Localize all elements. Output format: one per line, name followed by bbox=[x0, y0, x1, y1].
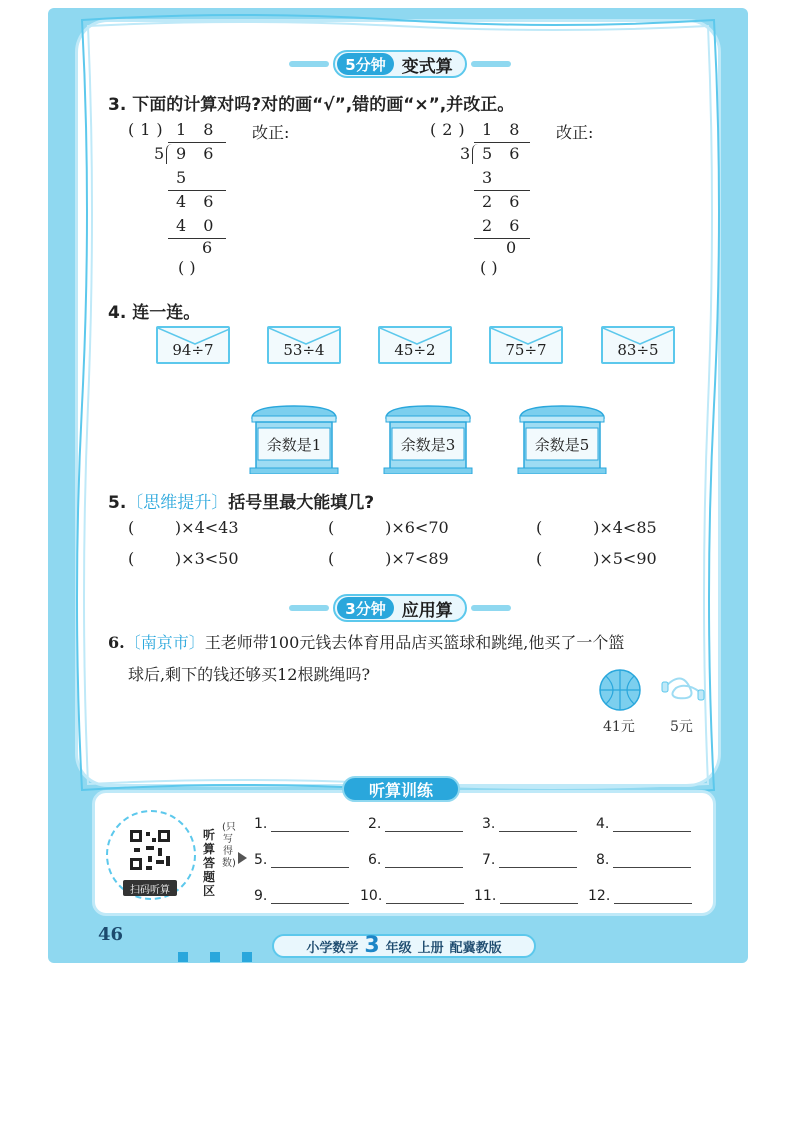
footer-deco-block bbox=[178, 952, 188, 962]
header-line-right bbox=[471, 61, 511, 67]
header-line-left bbox=[289, 61, 329, 67]
quotient: 1 8 bbox=[176, 120, 220, 139]
answer-line bbox=[613, 818, 691, 832]
step-3: 2 6 bbox=[482, 216, 526, 235]
quotient: 1 8 bbox=[482, 120, 526, 139]
answer-line bbox=[499, 818, 577, 832]
answer-slot-2[interactable] bbox=[368, 816, 463, 832]
answer-number: 2. bbox=[368, 816, 382, 832]
fill-blank-2[interactable]: ( )×6<70 bbox=[328, 518, 449, 537]
q5-tag: 〔思维提升〕 bbox=[126, 493, 229, 513]
answer-number: 8. bbox=[596, 852, 610, 868]
answer-number: 1. bbox=[254, 816, 268, 832]
q6-tag: 〔南京市〕 bbox=[124, 633, 205, 652]
book-grade-suffix: 年级 bbox=[385, 940, 412, 956]
answer-slot-1[interactable] bbox=[254, 816, 349, 832]
q6-line-1 bbox=[108, 628, 708, 658]
section-header-1 bbox=[0, 50, 800, 78]
answer-line bbox=[613, 854, 691, 868]
remainder: 0 bbox=[506, 238, 523, 257]
answer-line bbox=[385, 854, 463, 868]
division-bracket bbox=[166, 144, 174, 164]
arrow-right-icon bbox=[238, 852, 247, 864]
fill-blank-5[interactable]: ( )×7<89 bbox=[328, 549, 449, 568]
fill-blank-6[interactable]: ( )×5<90 bbox=[536, 549, 657, 568]
book-term: 上册 bbox=[417, 940, 444, 956]
answer-slot-12[interactable] bbox=[588, 888, 692, 904]
section-title: 变式算 bbox=[401, 56, 453, 77]
step-2: 4 6 bbox=[176, 192, 220, 211]
q6-number: 6. bbox=[108, 633, 125, 652]
division-bar bbox=[474, 142, 530, 143]
qr-code-icon[interactable] bbox=[128, 828, 172, 872]
answer-slot-4[interactable] bbox=[596, 816, 691, 832]
envelope-expression: 83÷5 bbox=[617, 341, 659, 359]
envelope-4[interactable] bbox=[489, 326, 563, 364]
mailbox-2[interactable] bbox=[378, 404, 478, 474]
answer-slot-3[interactable] bbox=[482, 816, 577, 832]
page-number: 46 bbox=[98, 924, 124, 945]
answer-slot-6[interactable] bbox=[368, 852, 463, 868]
book-info-bar bbox=[272, 934, 536, 958]
answer-line bbox=[500, 890, 578, 904]
section-title: 应用算 bbox=[401, 600, 453, 621]
answer-line bbox=[271, 854, 349, 868]
dividend: 9 6 bbox=[176, 144, 220, 163]
book-edition: 配冀教版 bbox=[449, 940, 502, 956]
problem-label: (2) bbox=[430, 120, 471, 139]
correction-label-2: 改正: bbox=[556, 123, 594, 142]
answer-number: 6. bbox=[368, 852, 382, 868]
answer-area-note: (只写得数) bbox=[222, 822, 236, 869]
answer-number: 7. bbox=[482, 852, 496, 868]
envelope-expression: 45÷2 bbox=[394, 341, 436, 359]
answer-slot-9[interactable] bbox=[254, 888, 349, 904]
q5-number: 5. bbox=[108, 493, 127, 513]
section-header-2 bbox=[0, 594, 800, 622]
mailbox-1[interactable] bbox=[244, 404, 344, 474]
section-minutes: 5分钟 bbox=[337, 53, 393, 75]
footer-deco-block bbox=[210, 952, 220, 962]
fill-blank-3[interactable]: ( )×4<85 bbox=[536, 518, 657, 537]
mailbox-label: 余数是1 bbox=[266, 436, 322, 454]
step-2: 2 6 bbox=[482, 192, 526, 211]
q6-text-2: 球后,剩下的钱还够买12根跳绳吗? bbox=[128, 665, 371, 684]
section-pill bbox=[333, 594, 466, 622]
problem-label: (1) bbox=[128, 120, 169, 139]
answer-number: 5. bbox=[254, 852, 268, 868]
envelope-2[interactable] bbox=[267, 326, 341, 364]
answer-line bbox=[271, 818, 349, 832]
q5-title bbox=[108, 488, 374, 513]
footer-deco-block bbox=[242, 952, 252, 962]
answer-paren-2[interactable]: ( ) bbox=[480, 258, 498, 277]
fill-blank-4[interactable]: ( )×3<50 bbox=[128, 549, 239, 568]
dividend: 5 6 bbox=[482, 144, 526, 163]
answer-line bbox=[271, 890, 349, 904]
answer-slot-8[interactable] bbox=[596, 852, 691, 868]
answer-slot-7[interactable] bbox=[482, 852, 577, 868]
q5-text: 括号里最大能填几? bbox=[228, 493, 375, 513]
jump-rope-price: 5元 bbox=[670, 719, 693, 735]
envelope-1[interactable] bbox=[156, 326, 230, 364]
mailbox-3[interactable] bbox=[512, 404, 612, 474]
answer-paren-1[interactable]: ( ) bbox=[178, 258, 196, 277]
q4-title: 4. 连一连。 bbox=[108, 303, 201, 323]
fill-blank-1[interactable]: ( )×4<43 bbox=[128, 518, 239, 537]
answer-slot-5[interactable] bbox=[254, 852, 349, 868]
mailbox-label: 余数是3 bbox=[400, 436, 456, 454]
answer-line bbox=[614, 890, 692, 904]
answer-line bbox=[385, 818, 463, 832]
division-bracket bbox=[472, 144, 480, 164]
division-bar bbox=[168, 142, 226, 143]
divisor: 5 bbox=[154, 144, 171, 163]
envelope-expression: 94÷7 bbox=[172, 341, 214, 359]
step-1: 5 bbox=[176, 168, 193, 187]
header-line-left bbox=[289, 605, 329, 611]
answer-number: 4. bbox=[596, 816, 610, 832]
remainder: 6 bbox=[202, 238, 219, 257]
q3-title: 3. 下面的计算对吗?对的画“√”,错的画“×”,并改正。 bbox=[108, 95, 515, 115]
book-subject: 小学数学 bbox=[306, 940, 359, 956]
envelope-expression: 75÷7 bbox=[505, 341, 547, 359]
qr-label: 扫码听算 bbox=[123, 880, 177, 896]
divisor: 3 bbox=[460, 144, 477, 163]
basketball-icon bbox=[598, 668, 642, 712]
step-1: 3 bbox=[482, 168, 499, 187]
header-line-right bbox=[471, 605, 511, 611]
answer-number: 10. bbox=[360, 888, 383, 904]
answer-number: 3. bbox=[482, 816, 496, 832]
answer-slot-10[interactable] bbox=[360, 888, 464, 904]
section-pill bbox=[333, 50, 466, 78]
answer-area-label: 听算答题区 bbox=[202, 828, 215, 898]
correction-label-1: 改正: bbox=[252, 123, 290, 142]
envelope-expression: 53÷4 bbox=[283, 341, 325, 359]
listening-title: 听算训练 bbox=[342, 776, 460, 802]
jump-rope-icon bbox=[660, 676, 706, 706]
mailbox-label: 余数是5 bbox=[534, 436, 590, 454]
step-line bbox=[168, 190, 226, 191]
answer-slot-11[interactable] bbox=[474, 888, 578, 904]
book-grade: 3 bbox=[364, 933, 380, 958]
answer-number: 9. bbox=[254, 888, 268, 904]
q6-text-1: 王老师带100元钱去体育用品店买篮球和跳绳,他买了一个篮 bbox=[204, 633, 625, 652]
step-3: 4 0 bbox=[176, 216, 220, 235]
envelope-3[interactable] bbox=[378, 326, 452, 364]
answer-line bbox=[386, 890, 464, 904]
answer-number: 12. bbox=[588, 888, 611, 904]
envelope-5[interactable] bbox=[601, 326, 675, 364]
answer-number: 11. bbox=[474, 888, 497, 904]
basketball-price: 41元 bbox=[603, 719, 635, 735]
answer-line bbox=[499, 854, 577, 868]
step-line bbox=[474, 190, 530, 191]
section-minutes: 3分钟 bbox=[337, 597, 393, 619]
